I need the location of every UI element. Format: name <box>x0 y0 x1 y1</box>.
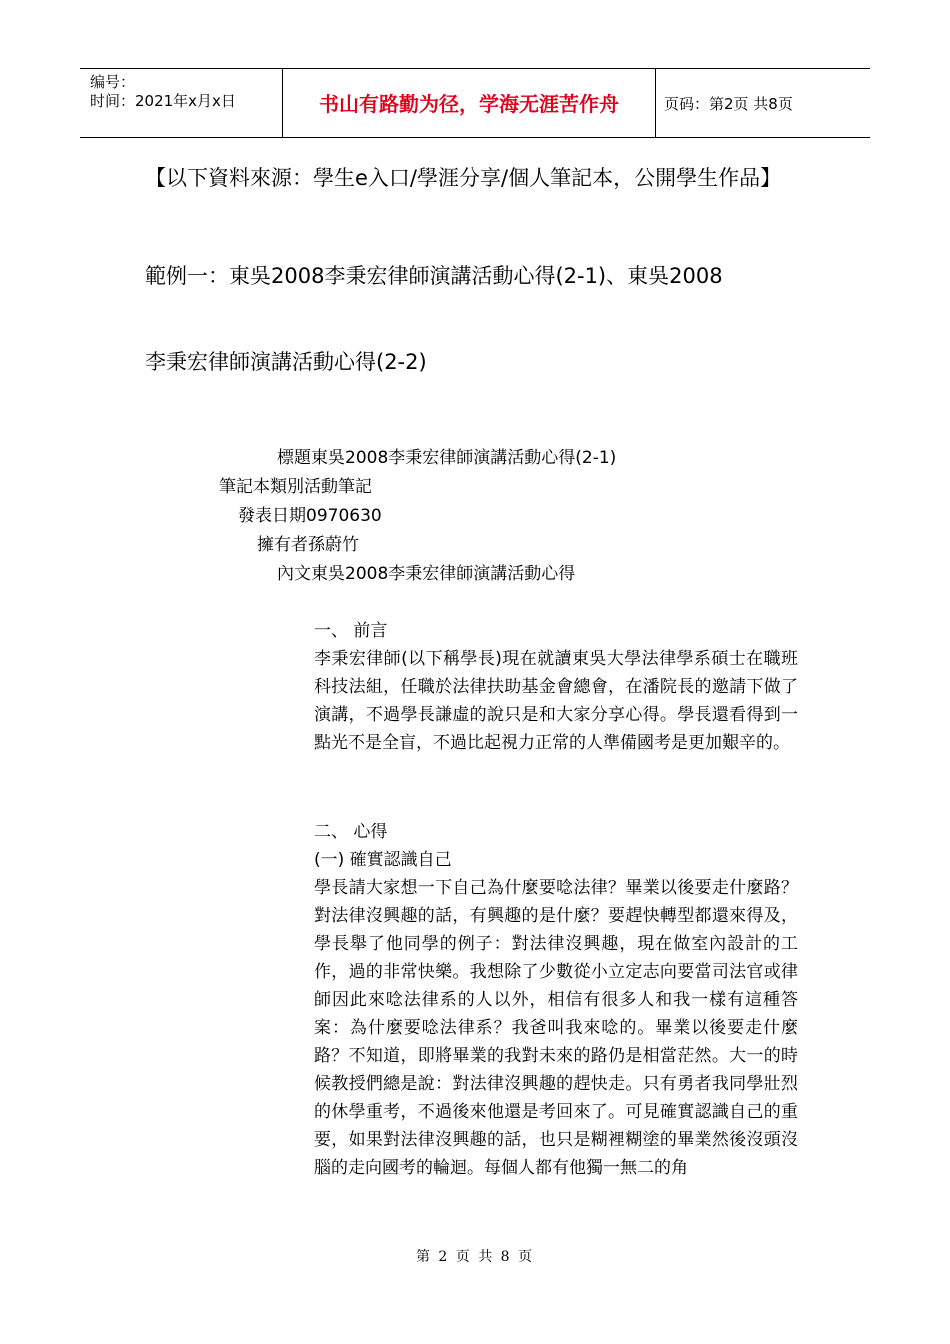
header-right-cell <box>656 69 870 137</box>
section1-heading: 一、 前言 <box>314 621 388 641</box>
header-motto-cell <box>282 69 656 137</box>
header-left-cell <box>80 69 282 137</box>
meta-title: 標題東吳2008李秉宏律師演講活動心得(2-1) <box>277 448 617 468</box>
date-label: 时间：2021年x月x日 <box>90 92 236 110</box>
page-code: 页码：第2页 共8页 <box>664 95 793 113</box>
meta-date: 發表日期0970630 <box>238 506 382 526</box>
example-title-line1: 範例一：東吳2008李秉宏律師演講活動心得(2-1)、東吳2008 <box>145 264 723 288</box>
source-note: 【以下資料來源：學生e入口/學涯分享/個人筆記本，公開學生作品】 <box>145 166 782 190</box>
example-title-line2: 李秉宏律師演講活動心得(2-2) <box>145 350 427 374</box>
section1-text: 李秉宏律師(以下稱學長)現在就讀東吳大學法律學系碩士在職班科技法組，任職於法律扶助基金會總會，在潘院長的邀請下做了演講，不過學長謙虛的說只是和大家分享心得。學長還看得到一點光不是全盲，不過比起視力正常的人準備國考是更加艱辛的。 <box>314 649 798 753</box>
meta-category: 筆記本類別活動筆記 <box>219 477 372 497</box>
section2-subheading: (一) 確實認識自己 <box>314 850 452 870</box>
meta-owner: 擁有者孫蔚竹 <box>257 535 359 555</box>
page-footer: 第 2 页 共 8 页 <box>415 1249 535 1265</box>
page-header <box>80 68 870 138</box>
section2-heading: 二、 心得 <box>314 822 388 842</box>
section2-text: 學長請大家想一下自己為什麼要唸法律？畢業以後要走什麼路？對法律沒興趣的話，有興趣的是什麼？要趕快轉型都還來得及，學長舉了他同學的例子：對法律沒興趣，現在做室內設計的工作，過的非常快樂。我想除了少數從小立定志向要當司法官或律師因此來唸法律系的人以外，相信有很多人和我一樣有這種答案：為什麼要唸法律系？我爸叫我來唸的。畢業以後要走什麼路？不知道，即將畢業的我對未來的路仍是相當茫然。大一的時候教授們總是說：對法律沒興趣的趕快走。只有勇者我同學壯烈的休學重考，不過後來他還是考回來了。可見確實認識自己的重要，如果對法律沒興趣的話，也只是糊裡糊塗的畢業然後沒頭沒腦的走向國考的輪迴。每個人都有他獨一無二的角 <box>314 878 798 1178</box>
meta-content: 內文東吳2008李秉宏律師演講活動心得 <box>277 564 576 584</box>
number-label: 编号： <box>90 73 136 91</box>
motto: 书山有路勤为径，学海无涯苦作舟 <box>319 92 619 116</box>
